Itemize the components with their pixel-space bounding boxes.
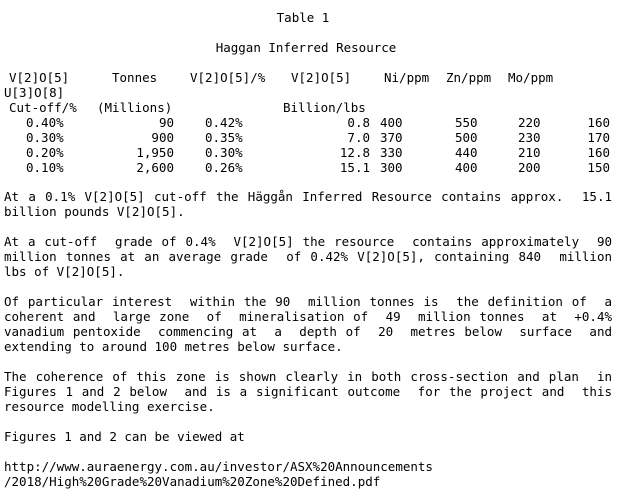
paragraph-coherence-figures [4, 369, 612, 414]
text-line: The coherence of this zone is shown clearly in both cross-section and plan in [4, 369, 612, 384]
cell-ni: 330 [380, 145, 403, 160]
table-label: Table 1 [276, 10, 330, 25]
text-line: Of particular interest within the 90 million tonnes is the definition of a [4, 294, 612, 309]
text-line: lbs of V[2]O[5]. [4, 264, 125, 279]
cell-mo: 220 [518, 115, 541, 130]
cell-cutoff: 0.10% [26, 160, 64, 175]
cell-tonnes: 2,600 [136, 160, 174, 175]
cell-tonnes: 1,950 [136, 145, 174, 160]
cell-billion-lbs: 7.0 [347, 130, 370, 145]
cell-mo: 210 [518, 145, 541, 160]
cell-grade: 0.26% [205, 160, 243, 175]
cell-ni: 300 [380, 160, 403, 175]
paragraph-figures-link-intro [4, 429, 612, 444]
header-u3o8: U[3]O[8] [4, 85, 65, 100]
text-line: Figures 1 and 2 can be viewed at [4, 429, 245, 444]
cell-zn: 500 [455, 130, 478, 145]
cell-u3o8: 160 [587, 115, 610, 130]
header-billion-lbs-unit: Billion/lbs [283, 100, 366, 115]
header-zn: Zn/ppm [446, 70, 492, 85]
cell-grade: 0.30% [205, 145, 243, 160]
header-ni: Ni/ppm [384, 70, 430, 85]
figures-url-line-1[interactable]: http://www.auraenergy.com.au/investor/ASX%20Announcements [4, 459, 433, 474]
cell-tonnes: 90 [158, 115, 174, 130]
text-line: At a 0.1% V[2]O[5] cut-off the Häggån Inferred Resource contains approx. 15.1 [4, 189, 612, 204]
text-line: vanadium pentoxide commencing at a depth of 20 metres below surface and [4, 324, 612, 339]
cell-billion-lbs: 15.1 [339, 160, 370, 175]
cell-billion-lbs: 12.8 [339, 145, 370, 160]
cell-zn: 550 [455, 115, 478, 130]
cell-u3o8: 170 [587, 130, 610, 145]
cell-grade: 0.42% [205, 115, 243, 130]
paragraph-high-grade-resource [4, 234, 612, 279]
cell-ni: 370 [380, 130, 403, 145]
text-line: coherent and large zone of mineralisation of 49 million tonnes at +0.4% [4, 309, 612, 324]
text-line: At a cut-off grade of 0.4% V[2]O[5] the resource contains approximately 90 [4, 234, 612, 249]
figures-url-line-2[interactable]: /2018/High%20Grade%20Vanadium%20Zone%20Defined.pdf [4, 474, 381, 489]
header-cutoff-unit: Cut-off/% [9, 100, 77, 115]
header-v2o5-content: V[2]O[5] [291, 70, 352, 85]
text-line: million tonnes at an average grade of 0.42% V[2]O[5], containing 840 million [4, 249, 612, 264]
header-mo: Mo/ppm [508, 70, 554, 85]
cell-grade: 0.35% [205, 130, 243, 145]
cell-billion-lbs: 0.8 [347, 115, 370, 130]
text-line: billion pounds V[2]O[5]. [4, 204, 185, 219]
paragraph-coherent-zone [4, 294, 612, 354]
header-tonnes: Tonnes [112, 70, 158, 85]
header-v2o5-grade: V[2]O[5]/% [190, 70, 266, 85]
text-line: Figures 1 and 2 below and is a significant outcome for the project and this [4, 384, 612, 399]
header-tonnes-unit: (Millions) [97, 100, 173, 115]
cell-cutoff: 0.30% [26, 130, 64, 145]
cell-zn: 400 [455, 160, 478, 175]
cell-mo: 230 [518, 130, 541, 145]
cell-u3o8: 150 [587, 160, 610, 175]
text-line: extending to around 100 metres below surface. [4, 339, 343, 354]
cell-cutoff: 0.20% [26, 145, 64, 160]
cell-zn: 440 [455, 145, 478, 160]
paragraph-total-resource [4, 189, 612, 219]
cell-mo: 200 [518, 160, 541, 175]
table-title: Haggan Inferred Resource [215, 40, 397, 55]
cell-cutoff: 0.40% [26, 115, 64, 130]
cell-u3o8: 160 [587, 145, 610, 160]
cell-ni: 400 [380, 115, 403, 130]
cell-tonnes: 900 [151, 130, 174, 145]
text-line: resource modelling exercise. [4, 399, 215, 414]
header-v2o5-cutoff: V[2]O[5] [9, 70, 70, 85]
